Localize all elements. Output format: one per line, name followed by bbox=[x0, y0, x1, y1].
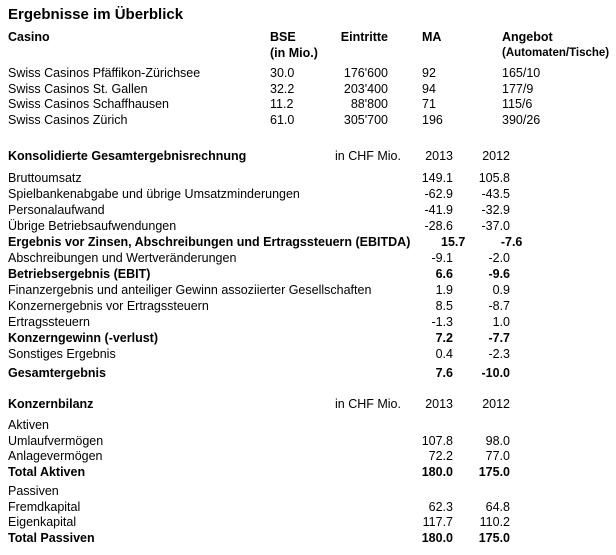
income-row-konzerngewinn bbox=[8, 330, 510, 346]
income-row-label: Spielbankenabgabe und übrige Umsatzminderungen bbox=[8, 187, 300, 201]
col-header-casino: Casino bbox=[8, 30, 50, 44]
income-row-label: Bruttoumsatz bbox=[8, 171, 82, 185]
casino-eintritte: 176'600 bbox=[343, 66, 388, 80]
income-row-label: Ertragssteuern bbox=[8, 315, 90, 329]
casino-row bbox=[8, 66, 608, 82]
income-row-2013: 6.6 bbox=[435, 267, 453, 281]
income-row bbox=[8, 298, 510, 314]
income-row bbox=[8, 186, 510, 202]
col-header-bse-sub: (in Mio.) bbox=[270, 46, 318, 60]
casino-row bbox=[8, 82, 608, 98]
casino-name: Swiss Casinos Zürich bbox=[8, 112, 128, 127]
col-header-angebot bbox=[502, 29, 608, 61]
casino-ma: 94 bbox=[422, 81, 436, 96]
col-header-bse-main: BSE bbox=[270, 30, 296, 44]
income-row-2013: 1.9 bbox=[435, 283, 453, 297]
balance-row-2012: 98.0 bbox=[485, 433, 510, 448]
income-row bbox=[8, 314, 510, 330]
income-row-2012: -10.0 bbox=[481, 366, 510, 380]
col-spacer bbox=[388, 29, 422, 61]
balance-row-2013: 62.3 bbox=[428, 499, 453, 514]
balance-row-2013: 107.8 bbox=[421, 433, 453, 448]
income-row-ebit bbox=[8, 266, 510, 282]
income-row-label: Personalaufwand bbox=[8, 203, 105, 217]
balance-row-2012: 175.0 bbox=[478, 530, 510, 545]
balance-row-label: Total Aktiven bbox=[8, 464, 86, 479]
balance-group-aktiven bbox=[8, 418, 510, 480]
income-row bbox=[8, 202, 510, 218]
balance-row bbox=[8, 449, 510, 465]
casino-bse: 32.2 bbox=[270, 81, 295, 96]
income-row bbox=[8, 282, 510, 298]
casino-name: Swiss Casinos Schaffhausen bbox=[8, 97, 169, 111]
casino-row bbox=[8, 97, 608, 113]
balance-row-label: Anlagevermögen bbox=[8, 449, 103, 463]
income-row-label: Übrige Betriebsaufwendungen bbox=[8, 219, 177, 233]
balance-row-2012: 77.0 bbox=[485, 449, 510, 463]
income-row-2012: -43.5 bbox=[481, 187, 510, 201]
balance-row bbox=[8, 500, 510, 516]
casino-eintritte: 305'700 bbox=[343, 112, 388, 127]
income-row-label: Gesamtergebnis bbox=[8, 366, 106, 380]
balance-row-label: Total Passiven bbox=[8, 530, 95, 545]
income-row-label: Konzerngewinn (-verlust) bbox=[8, 331, 159, 345]
casino-angebot: 115/6 bbox=[502, 97, 533, 111]
income-row-2013: 7.2 bbox=[435, 331, 453, 345]
balance-row-2013: 117.7 bbox=[422, 515, 453, 529]
income-row-gesamtergebnis bbox=[8, 365, 510, 381]
casino-eintritte: 88'800 bbox=[350, 97, 388, 111]
income-row-2012: -2.0 bbox=[488, 251, 510, 265]
income-row bbox=[8, 218, 510, 234]
balance-sheet-header bbox=[8, 396, 510, 412]
income-row-2013: -41.9 bbox=[424, 203, 453, 217]
balance-row-total-aktiven bbox=[8, 465, 510, 481]
income-row-2013: 149.1 bbox=[421, 171, 453, 185]
income-row-label: Finanzergebnis und anteiliger Gewinn assoziierter Gesellschaften bbox=[8, 283, 372, 297]
unit-label: in CHF Mio. bbox=[335, 149, 401, 163]
casino-angebot: 165/10 bbox=[502, 66, 541, 80]
income-row-label: Betriebsergebnis (EBIT) bbox=[8, 267, 151, 281]
income-row-2012: -7.6 bbox=[500, 235, 523, 249]
income-row bbox=[8, 250, 510, 266]
unit-label: in CHF Mio. bbox=[335, 397, 401, 411]
balance-row bbox=[8, 515, 510, 531]
income-row bbox=[8, 170, 510, 186]
income-row-2012: -32.9 bbox=[481, 203, 510, 217]
col-header-bse bbox=[270, 29, 322, 61]
income-row-2012: -8.7 bbox=[488, 299, 510, 313]
page-title: Ergebnisse im Überblick bbox=[8, 6, 184, 23]
income-row-2012: 0.9 bbox=[492, 283, 510, 297]
year-column-2012: 2012 bbox=[482, 397, 510, 411]
col-header-angebot-sub: (Automaten/Tische) bbox=[502, 47, 610, 59]
income-row-ebitda bbox=[8, 234, 523, 250]
balance-group-heading bbox=[8, 418, 510, 434]
income-row-2013: -9.1 bbox=[431, 251, 453, 265]
income-row-2013: 15.7 bbox=[441, 235, 466, 249]
balance-row-2013: 72.2 bbox=[428, 449, 453, 463]
year-column-2012: 2012 bbox=[482, 149, 510, 163]
balance-group-heading-label: Passiven bbox=[8, 484, 59, 498]
balance-group-heading-label: Aktiven bbox=[8, 418, 49, 432]
income-row-2012: -7.7 bbox=[488, 331, 510, 345]
income-row-2013: -1.3 bbox=[431, 315, 453, 329]
casino-eintritte: 203'400 bbox=[343, 81, 388, 96]
balance-row bbox=[8, 434, 510, 450]
income-row-2013: -62.9 bbox=[424, 187, 453, 201]
income-row bbox=[8, 346, 510, 362]
year-column-2013: 2013 bbox=[425, 149, 453, 163]
col-header-eintritte: Eintritte bbox=[340, 30, 388, 44]
balance-row-label: Fremdkapital bbox=[8, 499, 81, 514]
income-row-label: Konzernergebnis vor Ertragssteuern bbox=[8, 299, 209, 313]
income-statement-title: Konsolidierte Gesamtergebnisrechnung bbox=[8, 149, 247, 163]
balance-row-2012: 110.2 bbox=[479, 515, 510, 529]
income-row-2013: 7.6 bbox=[435, 366, 453, 380]
casino-ma: 92 bbox=[422, 66, 436, 80]
casino-angebot: 390/26 bbox=[502, 112, 541, 127]
casino-ma: 196 bbox=[422, 112, 443, 127]
income-row-2013: 0.4 bbox=[435, 347, 453, 361]
col-header-angebot-main: Angebot bbox=[502, 30, 553, 44]
balance-row-2012: 175.0 bbox=[478, 464, 510, 479]
balance-group-passiven bbox=[8, 484, 510, 546]
casino-row bbox=[8, 113, 608, 129]
casino-angebot: 177/9 bbox=[502, 81, 534, 96]
income-row-label: Ergebnis vor Zinsen, Abschreibungen und Ertragssteuern (EBITDA) bbox=[8, 235, 411, 249]
income-row-2012: 1.0 bbox=[492, 315, 510, 329]
income-row-2012: -2.3 bbox=[488, 347, 510, 361]
balance-sheet bbox=[8, 396, 510, 546]
balance-group-heading bbox=[8, 484, 510, 500]
casino-ma: 71 bbox=[422, 97, 436, 111]
balance-row-2012: 64.8 bbox=[485, 499, 510, 514]
balance-row-label: Umlaufvermögen bbox=[8, 433, 104, 448]
income-statement-header bbox=[8, 148, 510, 164]
casino-bse: 30.0 bbox=[270, 66, 295, 80]
balance-sheet-title: Konzernbilanz bbox=[8, 397, 94, 411]
year-column-2013: 2013 bbox=[425, 397, 453, 411]
casino-bse: 61.0 bbox=[270, 112, 295, 127]
income-row-2012: -9.6 bbox=[488, 267, 510, 281]
casino-name: Swiss Casinos Pfäffikon-Zürichsee bbox=[8, 66, 201, 80]
balance-row-label: Eigenkapital bbox=[8, 515, 77, 529]
casino-name: Swiss Casinos St. Gallen bbox=[8, 81, 148, 96]
casino-table-header bbox=[8, 29, 608, 61]
income-row-label: Abschreibungen und Wertveränderungen bbox=[8, 251, 237, 265]
income-row-2012: 105.8 bbox=[478, 171, 510, 185]
income-row-2013: -28.6 bbox=[424, 219, 453, 233]
income-row-label: Sonstiges Ergebnis bbox=[8, 347, 116, 361]
casino-table bbox=[8, 29, 608, 128]
casino-bse: 11.2 bbox=[270, 97, 294, 111]
balance-row-total-passiven bbox=[8, 531, 510, 547]
col-header-ma: MA bbox=[422, 30, 442, 44]
income-row-2012: -37.0 bbox=[481, 219, 510, 233]
income-statement bbox=[8, 148, 523, 381]
balance-row-2013: 180.0 bbox=[421, 464, 453, 479]
balance-row-2013: 180.0 bbox=[421, 530, 453, 545]
income-row-2013: 8.5 bbox=[435, 299, 453, 313]
